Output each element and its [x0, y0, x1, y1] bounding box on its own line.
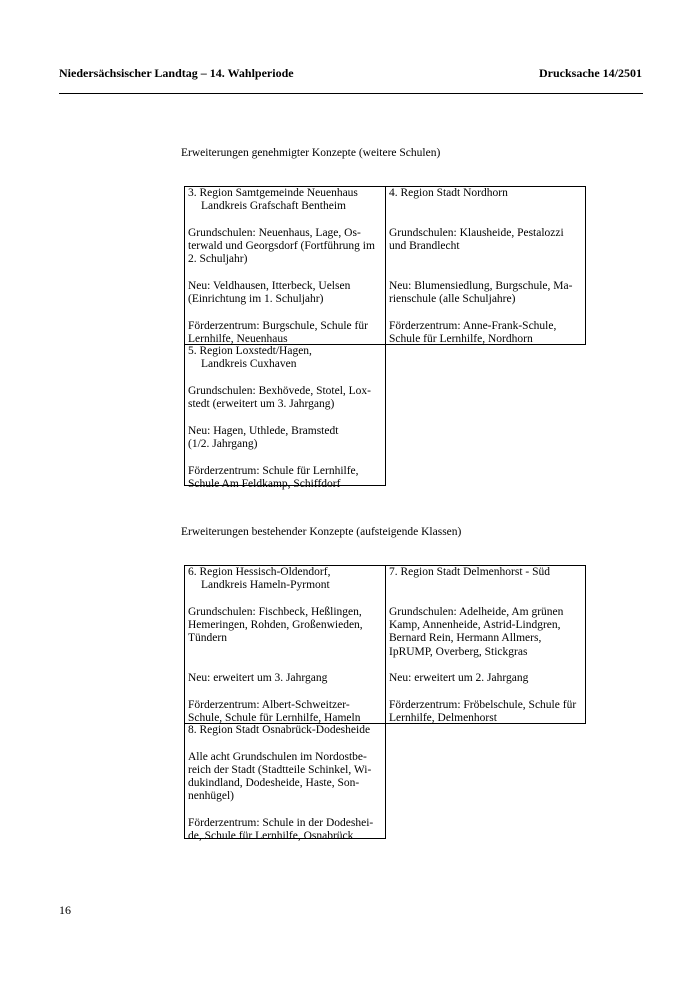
cell-line: de, Schule für Lernhilfe, Osnabrück: [188, 830, 354, 843]
cell-line: 7. Region Stadt Delmenhorst - Süd: [389, 566, 550, 578]
cell-line: 3. Region Samtgemeinde Neuenhaus: [188, 187, 358, 199]
cell-line: Schule für Lernhilfe, Nordhorn: [389, 333, 533, 346]
header-right: Drucksache 14/2501: [539, 66, 642, 80]
blank-line: [188, 267, 382, 280]
blank-line: [188, 372, 382, 385]
table-cell-region-5: [184, 344, 386, 490]
blank-line: [389, 253, 582, 266]
cell-line: Neu: Hagen, Uthlede, Bramstedt: [188, 424, 339, 437]
header-left: Niedersächsischer Landtag – 14. Wahlperiode: [59, 66, 294, 80]
cell-line: Neu: erweitert um 3. Jahrgang: [188, 672, 328, 685]
blank-line: [188, 737, 382, 750]
cell-line: stedt (erweitert um 3. Jahrgang): [188, 398, 335, 411]
blank-line: [188, 451, 382, 464]
table-cell-region-8: [184, 723, 386, 843]
blank-line: [188, 686, 382, 699]
cell-line: Grundschulen: Adelheide, Am grünen: [389, 605, 564, 618]
blank-line: [389, 214, 582, 227]
cell-line: Förderzentrum: Fröbelschule, Schule für: [389, 698, 577, 711]
cell-line: IpRUMP, Overberg, Stickgras: [389, 645, 528, 658]
cell-line: Förderzentrum: Anne-Frank-Schule,: [389, 319, 557, 332]
cell-line: Lernhilfe, Neuenhaus: [188, 333, 288, 346]
blank-line: [188, 804, 382, 817]
cell-line: Förderzentrum: Albert-Schweitzer-: [188, 698, 350, 711]
cell-line: 2. Schuljahr): [188, 253, 248, 266]
cell-line: Bernard Rein, Hermann Allmers,: [389, 632, 542, 645]
cell-line: Landkreis Cuxhaven: [201, 358, 297, 371]
cell-line: Neu: Blumensiedlung, Burgschule, Ma-: [389, 280, 573, 293]
cell-line: Lernhilfe, Delmenhorst: [389, 712, 497, 725]
cell-line: Förderzentrum: Schule in der Dodeshei-: [188, 817, 374, 830]
cell-line: 4. Region Stadt Nordhorn: [389, 187, 508, 199]
cell-line: Neu: Veldhausen, Itterbeck, Uelsen: [188, 280, 351, 293]
cell-line: Grundschulen: Klausheide, Pestalozzi: [389, 226, 564, 239]
blank-line: [389, 686, 582, 699]
blank-line: [188, 307, 382, 320]
blank-line: [188, 214, 382, 227]
blank-line: [188, 411, 382, 424]
cell-line: dukindland, Dodesheide, Haste, Son-: [188, 777, 360, 790]
blank-line: [188, 646, 382, 659]
cell-line: Landkreis Hameln-Pyrmont: [201, 579, 330, 592]
table-cell-region-6: [184, 565, 386, 724]
cell-line: Förderzentrum: Schule für Lernhilfe,: [188, 464, 359, 477]
blank-line: [389, 200, 582, 213]
cell-line: nenhügel): [188, 790, 234, 803]
cell-line: (Einrichtung im 1. Schuljahr): [188, 293, 324, 306]
cell-line: Förderzentrum: Burgschule, Schule für: [188, 319, 368, 332]
cell-line: Alle acht Grundschulen im Nordostbe-: [188, 750, 367, 763]
cell-line: Grundschulen: Neuenhaus, Lage, Os-: [188, 226, 361, 239]
table-cell-region-3: [184, 186, 386, 345]
blank-line: [389, 267, 582, 280]
cell-line: Tündern: [188, 632, 227, 645]
cell-line: 8. Region Stadt Osnabrück-Dodesheide: [188, 724, 371, 736]
cell-line: terwald und Georgsdorf (Fortführung im: [188, 240, 375, 253]
blank-line: [389, 307, 582, 320]
page-number: 16: [59, 903, 71, 917]
section2-title: Erweiterungen bestehender Konzepte (aufsteigende Klassen): [181, 526, 462, 538]
cell-line: Hemeringen, Rohden, Großenwieden,: [188, 619, 363, 632]
blank-line: [188, 659, 382, 672]
cell-line: Grundschulen: Bexhövede, Stotel, Lox-: [188, 384, 372, 397]
cell-line: rienschule (alle Schuljahre): [389, 293, 516, 306]
header-rule: [59, 93, 643, 94]
cell-line: und Brandlecht: [389, 240, 460, 253]
cell-line: 5. Region Loxstedt/Hagen,: [188, 345, 312, 357]
cell-line: Grundschulen: Fischbeck, Heßlingen,: [188, 605, 362, 618]
table-cell-region-7: [385, 565, 586, 724]
cell-line: (1/2. Jahrgang): [188, 438, 258, 451]
cell-line: Schule, Schule für Lernhilfe, Hameln: [188, 712, 361, 725]
blank-line: [389, 593, 582, 606]
cell-line: Schule Am Feldkamp, Schiffdorf: [188, 477, 341, 490]
table-cell-region-4: [385, 186, 586, 345]
cell-line: Neu: erweitert um 2. Jahrgang: [389, 672, 529, 685]
blank-line: [389, 579, 582, 592]
cell-line: 6. Region Hessisch-Oldendorf,: [188, 566, 331, 578]
cell-line: Kamp, Annenheide, Astrid-Lindgren,: [389, 619, 561, 632]
section1-title: Erweiterungen genehmigter Konzepte (weitere Schulen): [181, 147, 441, 159]
cell-line: Landkreis Grafschaft Bentheim: [201, 200, 346, 213]
blank-line: [188, 593, 382, 606]
blank-line: [389, 659, 582, 672]
cell-line: reich der Stadt (Stadtteile Schinkel, Wi-: [188, 763, 372, 776]
